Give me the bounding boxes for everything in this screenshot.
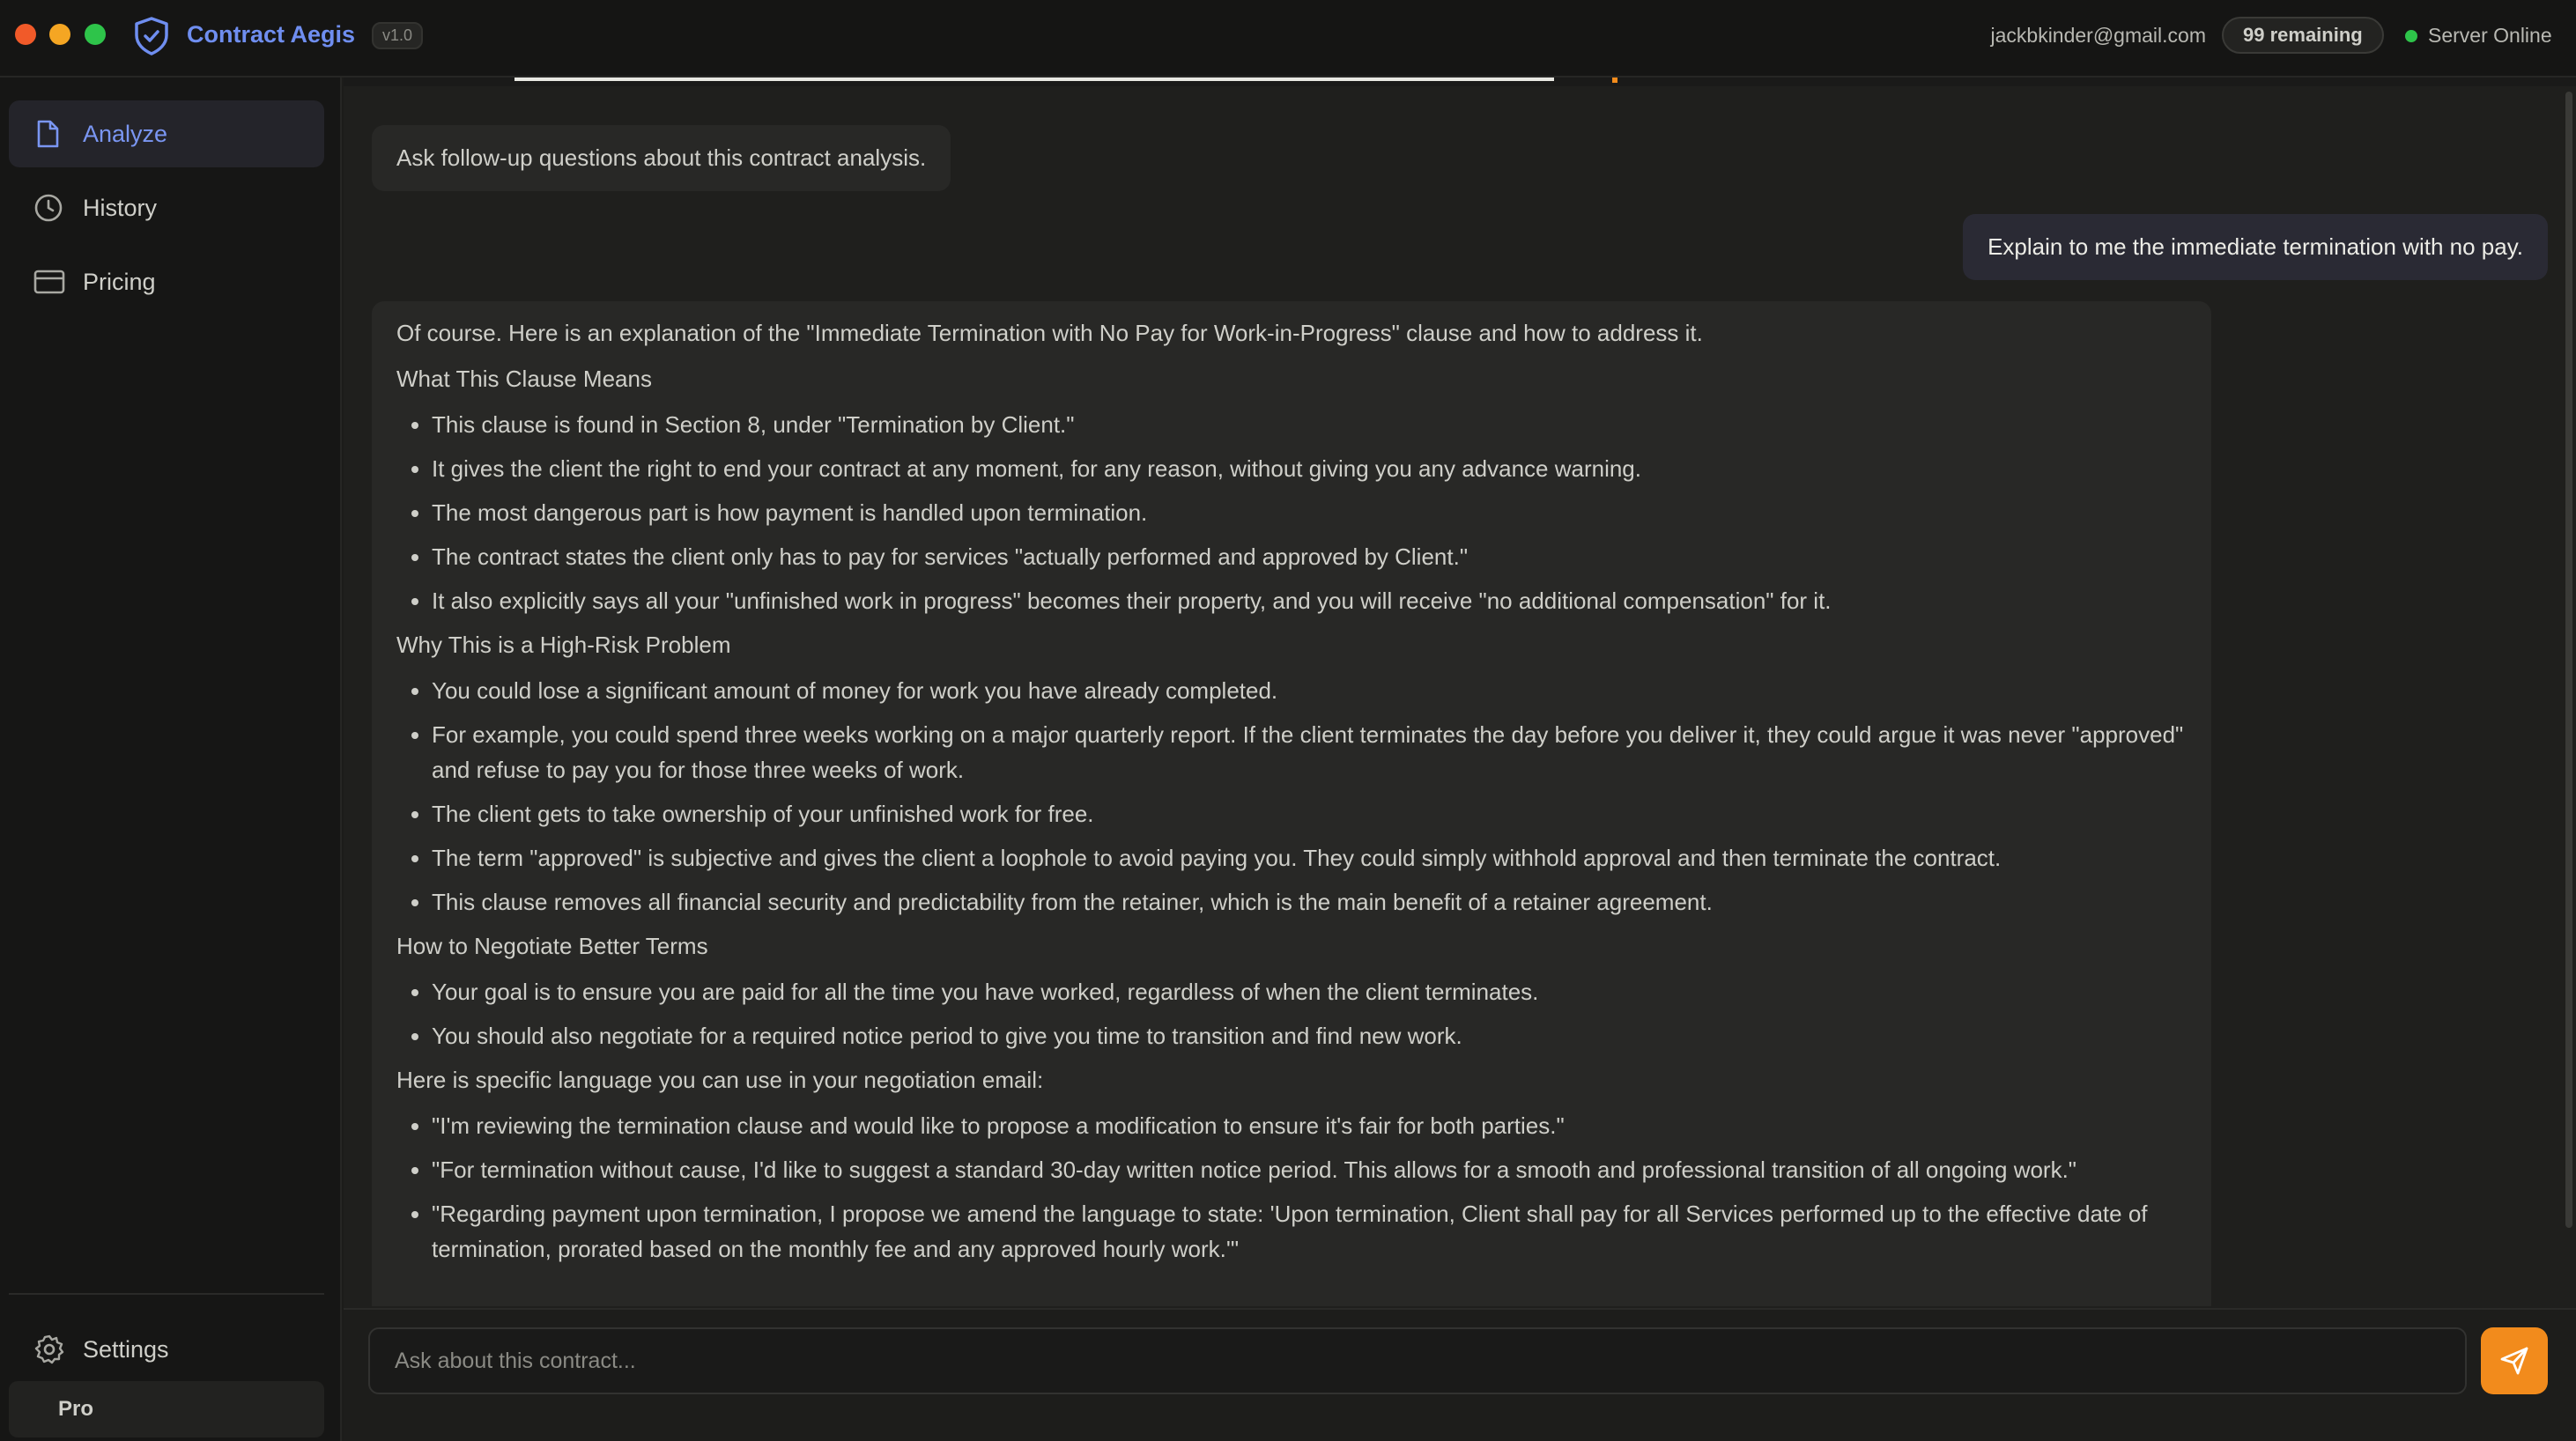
sidebar-item-analyze[interactable]	[9, 100, 324, 167]
chat-scroll-area[interactable]	[344, 86, 2555, 1306]
server-status	[2405, 24, 2552, 48]
list-item: • This clause is found in Section 8, under "Termination by Client."	[432, 407, 2187, 442]
list-item: • It gives the client the right to end your contract at any moment, for any reason, without giving you any advance warning.	[432, 451, 2187, 486]
list-item: • The client gets to take ownership of your unfinished work for free.	[432, 796, 2187, 831]
list-item: • The most dangerous part is how payment is handled upon termination.	[432, 495, 2187, 530]
list-item: • For example, you could spend three weeks working on a major quarterly report. If the client terminates the day before you deliver it, they could argue it was never "approved" and refuse to pay you for those three weeks of work.	[432, 717, 2187, 787]
sidebar-item-label: Pricing	[83, 268, 156, 295]
version-badge: v1.0	[372, 22, 423, 49]
list-item: • The term "approved" is subjective and gives the client a loophole to avoid paying you. They could simply withhold approval and then terminate the contract.	[432, 840, 2187, 876]
user-message: Explain to me the immediate termination with no pay.	[1963, 214, 2548, 280]
minimize-window-button[interactable]	[49, 24, 70, 45]
strip-segment	[514, 78, 1554, 81]
maximize-window-button[interactable]	[85, 24, 106, 45]
list-item: • "For termination without cause, I'd like to suggest a standard 30-day written notice period. This allows for a smooth and professional transition of all ongoing work."	[432, 1152, 2187, 1187]
list-item: • The contract states the client only has to pay for services "actually performed and approved by Client."	[432, 539, 2187, 574]
bullet-list	[396, 407, 2187, 618]
sidebar	[0, 78, 342, 1441]
sidebar-item-settings[interactable]	[9, 1316, 324, 1383]
server-status-label: Server Online	[2428, 24, 2552, 47]
document-icon	[33, 119, 62, 149]
sidebar-divider	[9, 1293, 324, 1295]
list-item: • Your goal is to ensure you are paid for all the time you have worked, regardless of when the client terminates.	[432, 974, 2187, 1009]
status-dot-icon	[2405, 30, 2417, 42]
system-note: Ask follow-up questions about this contract analysis.	[372, 125, 951, 191]
list-item: • You could lose a significant amount of money for work you have already completed.	[432, 673, 2187, 708]
list-item: • This clause removes all financial security and predictability from the retainer, which is the main benefit of a retainer agreement.	[432, 884, 2187, 920]
send-button[interactable]	[2481, 1327, 2548, 1394]
remaining-credits-badge: 99 remaining	[2222, 17, 2384, 54]
scrollbar-thumb[interactable]	[2565, 92, 2572, 1228]
app-title: Contract Aegis	[187, 21, 356, 48]
clock-icon	[33, 193, 63, 223]
section-heading: Here is specific language you can use in your negotiation email:	[396, 1067, 1044, 1093]
gear-icon	[33, 1334, 65, 1365]
bullet-list	[396, 1108, 2187, 1267]
plan-badge: Pro	[9, 1381, 324, 1437]
main-panel	[344, 78, 2576, 1441]
section-heading: How to Negotiate Better Terms	[396, 933, 708, 959]
list-item: • You should also negotiate for a required notice period to give you time to transition and find new work.	[432, 1018, 2187, 1053]
list-item: • "Regarding payment upon termination, I propose we amend the language to state: 'Upon termination, Client shall pay for all Services performed up to the effective date of termination, prorated based on the monthly fee and any approved hourly work.'"	[432, 1196, 2187, 1267]
list-item: • "I'm reviewing the termination clause and would like to propose a modification to ensure it's fair for both parties."	[432, 1108, 2187, 1143]
sidebar-item-label: Analyze	[83, 120, 168, 147]
user-email: jackbkinder@gmail.com	[1990, 24, 2206, 47]
sidebar-item-label: History	[83, 194, 158, 221]
section-heading: What This Clause Means	[396, 366, 652, 392]
assistant-message	[372, 301, 2211, 1306]
credit-card-icon	[33, 269, 65, 295]
sidebar-item-pricing[interactable]	[9, 248, 324, 315]
bullet-list	[396, 673, 2187, 920]
title-bar	[0, 0, 2576, 78]
assistant-intro: Of course. Here is an explanation of the "Immediate Termination with No Pay for Work-in-Progress" clause and how to address it.	[396, 320, 1703, 346]
close-window-button[interactable]	[15, 24, 36, 45]
shield-check-icon	[132, 16, 171, 56]
sidebar-item-history[interactable]	[9, 174, 324, 241]
top-strip	[344, 78, 2576, 86]
send-icon	[2498, 1345, 2530, 1377]
chat-input[interactable]	[368, 1327, 2467, 1394]
section-heading: Why This is a High-Risk Problem	[396, 632, 731, 658]
composer	[344, 1308, 2576, 1441]
bullet-list	[396, 974, 2187, 1053]
sidebar-item-label: Settings	[83, 1335, 169, 1363]
list-item: • It also explicitly says all your "unfinished work in progress" becomes their property, and you will receive "no additional compensation" for it.	[432, 583, 2187, 618]
strip-marker	[1612, 78, 1617, 83]
